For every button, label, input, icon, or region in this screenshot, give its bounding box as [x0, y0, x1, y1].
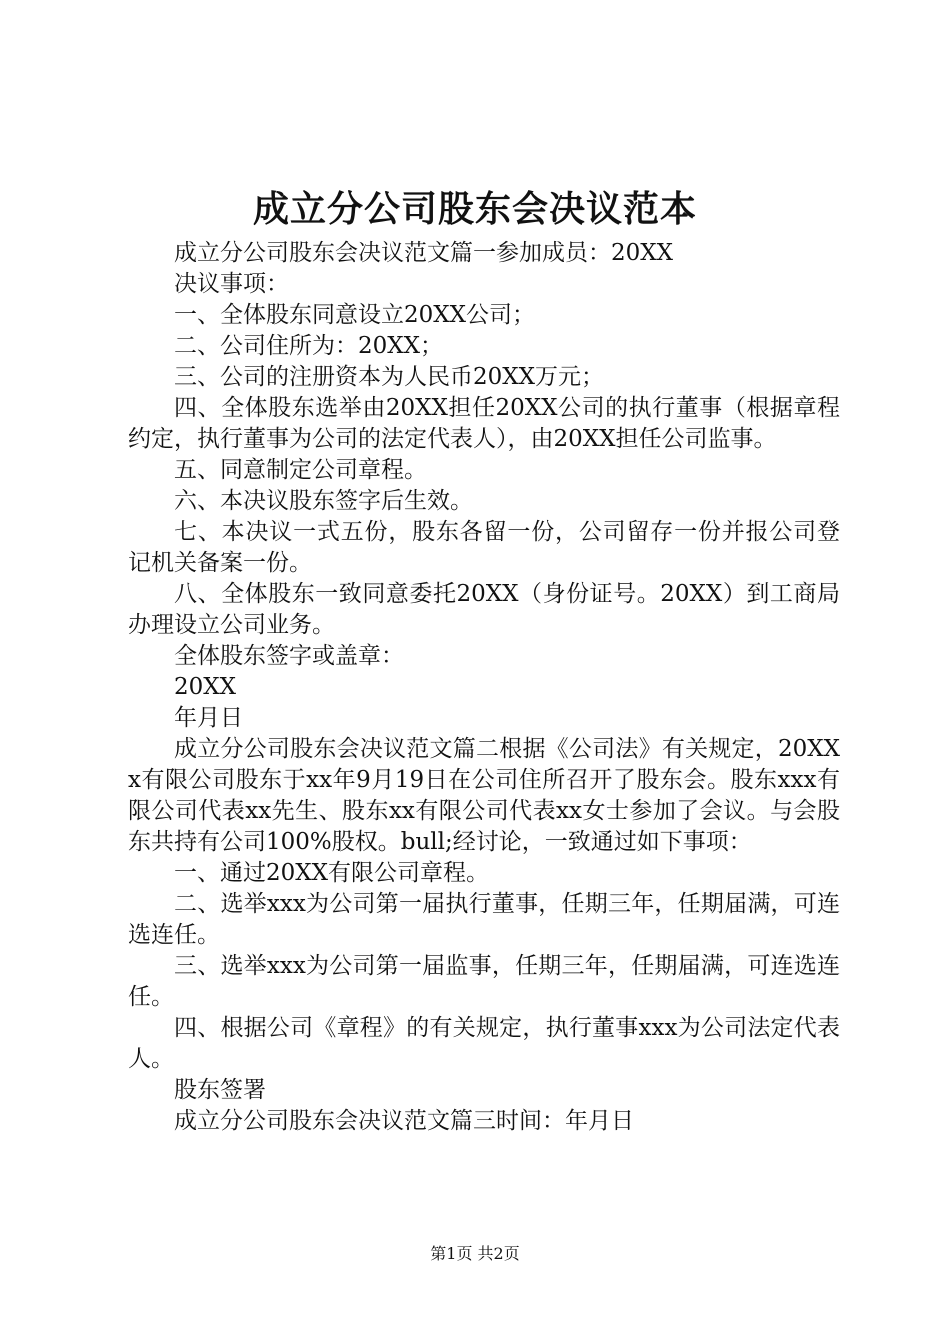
document-body: [128, 238, 840, 1137]
page-number-footer: 第1页 共2页: [430, 1244, 520, 1263]
paragraph-4: 二、公司住所为：20XX；: [174, 333, 444, 359]
paragraph-15: 一、通过20XX有限公司章程。: [174, 860, 490, 886]
paragraph-5: 三、公司的注册资本为人民币20XX万元；: [174, 364, 605, 390]
paragraph-9: 七、本决议一式五份，股东各留一份，公司留存一份并报公司登记机关备案一份。: [128, 519, 840, 576]
document-title: 成立分公司股东会决议范本: [252, 188, 697, 230]
paragraph-14: 成立分公司股东会决议范文篇二根据《公司法》有关规定，20XXx有限公司股东于xx年9月19日在公司住所召开了股东会。股东xxx有限公司代表xx先生、股东xx有限公司代表xx女士参加了会议。与会股东共持有公司100%股权。bull;经讨论，一致通过如下事项：: [128, 736, 840, 855]
paragraph-16: 二、选举xxx为公司第一届执行董事，任期三年，任期届满，可连选连任。: [128, 891, 840, 948]
paragraph-8: 六、本决议股东签字后生效。: [174, 488, 473, 514]
paragraph-18: 四、根据公司《章程》的有关规定，执行董事xxx为公司法定代表人。: [128, 1015, 840, 1072]
paragraph-12: 20XX: [174, 674, 237, 700]
paragraph-6: 四、全体股东选举由20XX担任20XX公司的执行董事（根据章程约定，执行董事为公司的法定代表人），由20XX担任公司监事。: [128, 395, 840, 452]
paragraph-11: 全体股东签字或盖章：: [174, 643, 404, 669]
paragraph-13: 年月日: [174, 705, 243, 731]
paragraph-3: 一、全体股东同意设立20XX公司；: [174, 302, 536, 328]
paragraph-19: 股东签署: [174, 1077, 266, 1103]
paragraph-10: 八、全体股东一致同意委托20XX（身份证号。20XX）到工商局办理设立公司业务。: [128, 581, 840, 638]
paragraph-1: 成立分公司股东会决议范文篇一参加成员：20XX: [174, 240, 674, 266]
paragraph-7: 五、同意制定公司章程。: [174, 457, 427, 483]
paragraph-17: 三、选举xxx为公司第一届监事，任期三年，任期届满，可连选连任。: [128, 953, 840, 1010]
paragraph-2: 决议事项：: [174, 271, 289, 297]
paragraph-20: 成立分公司股东会决议范文篇三时间：年月日: [174, 1108, 634, 1134]
